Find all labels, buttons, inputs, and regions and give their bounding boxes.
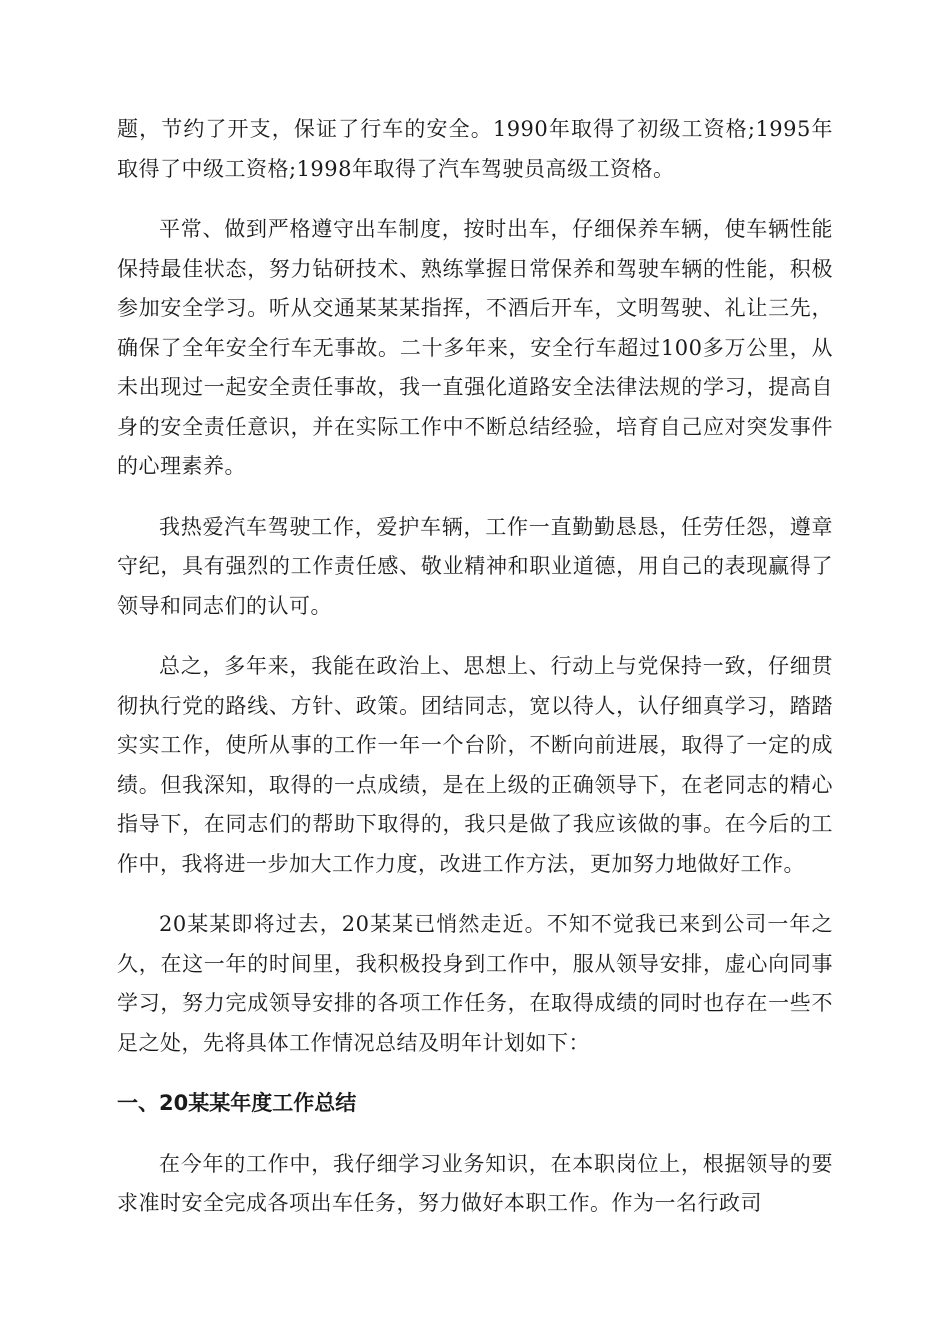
paragraph-daily-work: 平常、做到严格遵守出车制度，按时出车，仔细保养车辆，使车辆性能保持最佳状态，努力钻研技术、熟练掌握日常保养和驾驶车辆的性能，积极参加安全学习。听从交通某某某指挥，不酒后开车，文明驾驶、礼让三先，确保了全年安全行车无事故。二十多年来，安全行车超过100多万公里，从未出现过一起安全责任事故，我一直强化道路安全法律法规的学习，提高自身的安全责任意识，并在实际工作中不断总结经验，培育自己应对突发事件的心理素养。 — [117, 217, 833, 478]
document-page — [117, 110, 833, 1224]
paragraph-year-intro: 20某某即将过去，20某某已悄然走近。不知不觉我已来到公司一年之久，在这一年的时间里，我积极投身到工作中，服从领导安排，虚心向同事学习，努力完成领导安排的各项工作任务，在取得成绩的同时也存在一些不足之处，先将具体工作情况总结及明年计划如下： — [117, 912, 833, 1055]
section-heading-annual-summary: 一、20某某年度工作总结 — [117, 1091, 357, 1115]
paragraph-continuation: 题，节约了开支，保证了行车的安全。1990年取得了初级工资格;1995年取得了中级工资格;1998年取得了汽车驾驶员高级工资格。 — [117, 117, 833, 181]
paragraph-this-year-work: 在今年的工作中，我仔细学习业务知识，在本职岗位上，根据领导的要求准时安全完成各项出车任务，努力做好本职工作。作为一名行政司 — [117, 1151, 833, 1215]
paragraph-summary: 总之，多年来，我能在政治上、思想上、行动上与党保持一致，仔细贯彻执行党的路线、方针、政策。团结同志，宽以待人，认仔细真学习，踏踏实实工作，使所从事的工作一年一个台阶，不断向前进展，取得了一定的成绩。但我深知，取得的一点成绩，是在上级的正确领导下，在老同志的精心指导下，在同志们的帮助下取得的，我只是做了我应该做的事。在今后的工作中，我将进一步加大工作力度，改进工作方法，更加努力地做好工作。 — [117, 654, 833, 876]
paragraph-love-driving: 我热爱汽车驾驶工作，爱护车辆，工作一直勤勤恳恳，任劳任怨，遵章守纪，具有强烈的工作责任感、敬业精神和职业道德，用自己的表现赢得了领导和同志们的认可。 — [117, 514, 833, 618]
